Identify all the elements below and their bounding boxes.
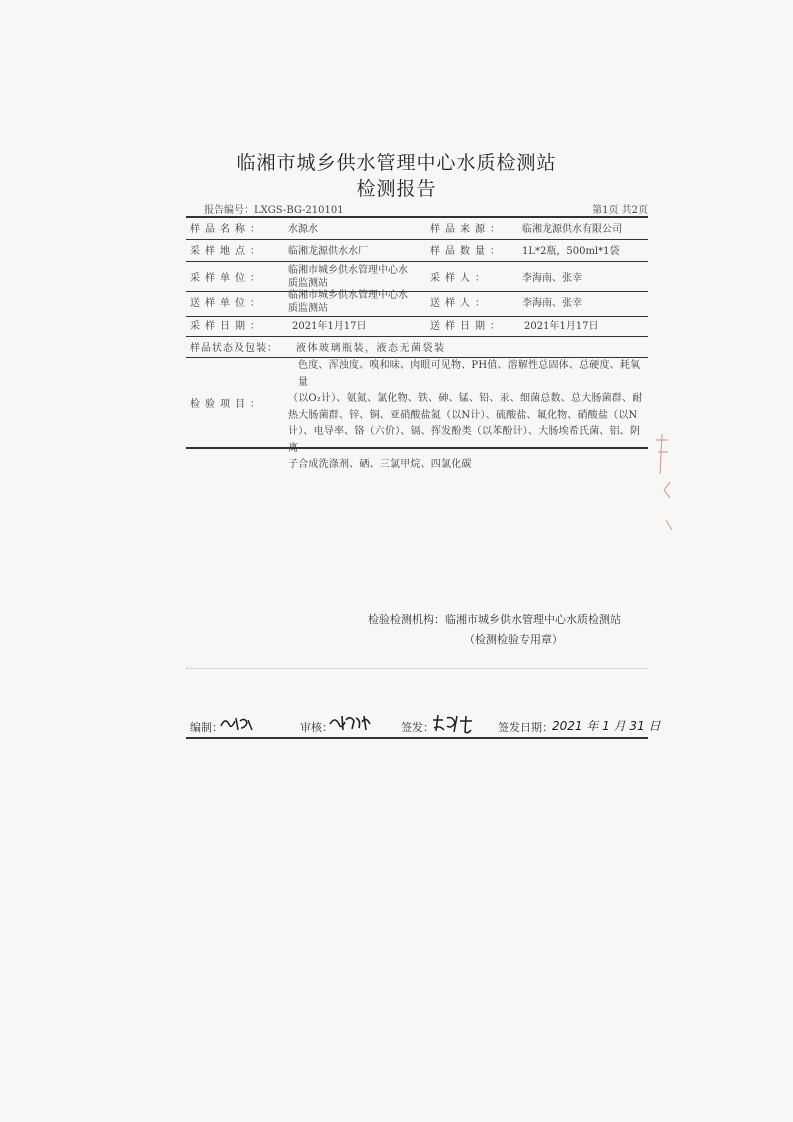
- sample-qty-value: 1L*2瓶，500ml*1袋: [522, 246, 620, 257]
- test-items-list: [288, 358, 648, 474]
- doc-title: 检测报告: [356, 178, 437, 200]
- approve-date-label: 签发日期：: [498, 721, 553, 734]
- page-info: 第1页 共2页: [592, 205, 648, 216]
- sample-source-label: 样品来源：: [430, 224, 505, 235]
- sampling-date-label: 采样日期：: [190, 321, 265, 332]
- row-divider: [186, 261, 648, 262]
- approver-signature-icon: [430, 712, 478, 736]
- row-divider: [186, 291, 648, 292]
- org-title: 临湘市城乡供水管理中心水质检测站: [236, 152, 557, 174]
- row-divider: [186, 316, 648, 317]
- sampling-date-value: 2021年1月17日: [292, 321, 367, 332]
- delivery-unit-value-line2: 质监测站: [288, 303, 328, 314]
- deliverer-label: 送样人：: [430, 298, 490, 309]
- sampler-label: 采样人：: [430, 273, 490, 284]
- delivery-unit-value-line1: 临湘市城乡供水管理中心水: [288, 290, 408, 301]
- test-items-line: 子合成洗涤剂、硒、三氯甲烷、四氯化碳: [288, 459, 472, 470]
- sample-name-value: 水源水: [288, 224, 318, 235]
- report-number: 报告编号：LXGS-BG-210101: [204, 205, 344, 216]
- compiler-signature-icon: [218, 712, 258, 734]
- table-bottom-rule: [186, 447, 648, 449]
- reviewed-label: 审核：: [300, 721, 333, 734]
- test-items-line: 色度、浑浊度、嗅和味、肉眼可见物、PH值、溶解性总固体、总硬度、耗氧量: [298, 360, 641, 388]
- test-items-line: （以O₂计）、氨氮、氯化物、铁、砷、锰、铅、汞、细菌总数、总大肠菌群、耐: [288, 393, 643, 404]
- sampling-unit-value-line1: 临湘市城乡供水管理中心水: [288, 265, 408, 276]
- signature-bottom-rule: [186, 737, 648, 739]
- seal-note: （检测检验专用章）: [464, 633, 563, 646]
- test-items-line: 热大肠菌群、锌、铜、亚硝酸盐氮（以N计）、硫酸盐、氟化物、硝酸盐（以N: [288, 409, 638, 421]
- sampling-site-label: 采样地点：: [190, 246, 265, 257]
- sample-source-value: 临湘龙源供水有限公司: [522, 224, 622, 235]
- sample-state-value: 液体玻璃瓶装，液态无菌袋装: [296, 343, 446, 354]
- approved-label: 签发：: [401, 721, 434, 734]
- testing-org-line: 检验检测机构：临湘市城乡供水管理中心水质检测站: [368, 613, 621, 626]
- deliverer-value: 李海南、张幸: [522, 298, 582, 309]
- sample-state-label: 样品状态及包装：: [190, 343, 278, 354]
- test-items-line: 计）、电导率、铬（六价）、镉、挥发酚类（以苯酚计）、大肠埃希氏菌、铝、阴: [288, 426, 641, 437]
- sampling-unit-label: 采样单位：: [190, 273, 265, 284]
- sampling-unit-value-line2: 质监测站: [288, 278, 328, 289]
- delivery-unit-label: 送样单位：: [190, 298, 265, 309]
- sample-qty-label: 样品数量：: [430, 246, 505, 257]
- delivery-date-value: 2021年1月17日: [524, 321, 599, 332]
- row-divider: [186, 336, 648, 337]
- table-top-rule: [186, 216, 648, 218]
- sampler-value: 李海南、张幸: [522, 273, 582, 284]
- approve-date-value: 2021 年 1 月 31 日: [552, 719, 661, 733]
- sampling-site-value: 临湘龙源供水水厂: [288, 246, 368, 257]
- dotted-divider: [186, 668, 648, 669]
- report-meta-row: [186, 201, 648, 215]
- margin-stamp-mark-icon: [650, 430, 680, 540]
- reviewer-signature-icon: [328, 712, 374, 734]
- row-divider: [186, 239, 648, 240]
- sample-name-label: 样品名称：: [190, 224, 265, 235]
- compiled-label: 编制：: [190, 721, 223, 734]
- test-items-label: 检验项目：: [190, 399, 265, 410]
- delivery-date-label: 送样日期：: [430, 321, 505, 332]
